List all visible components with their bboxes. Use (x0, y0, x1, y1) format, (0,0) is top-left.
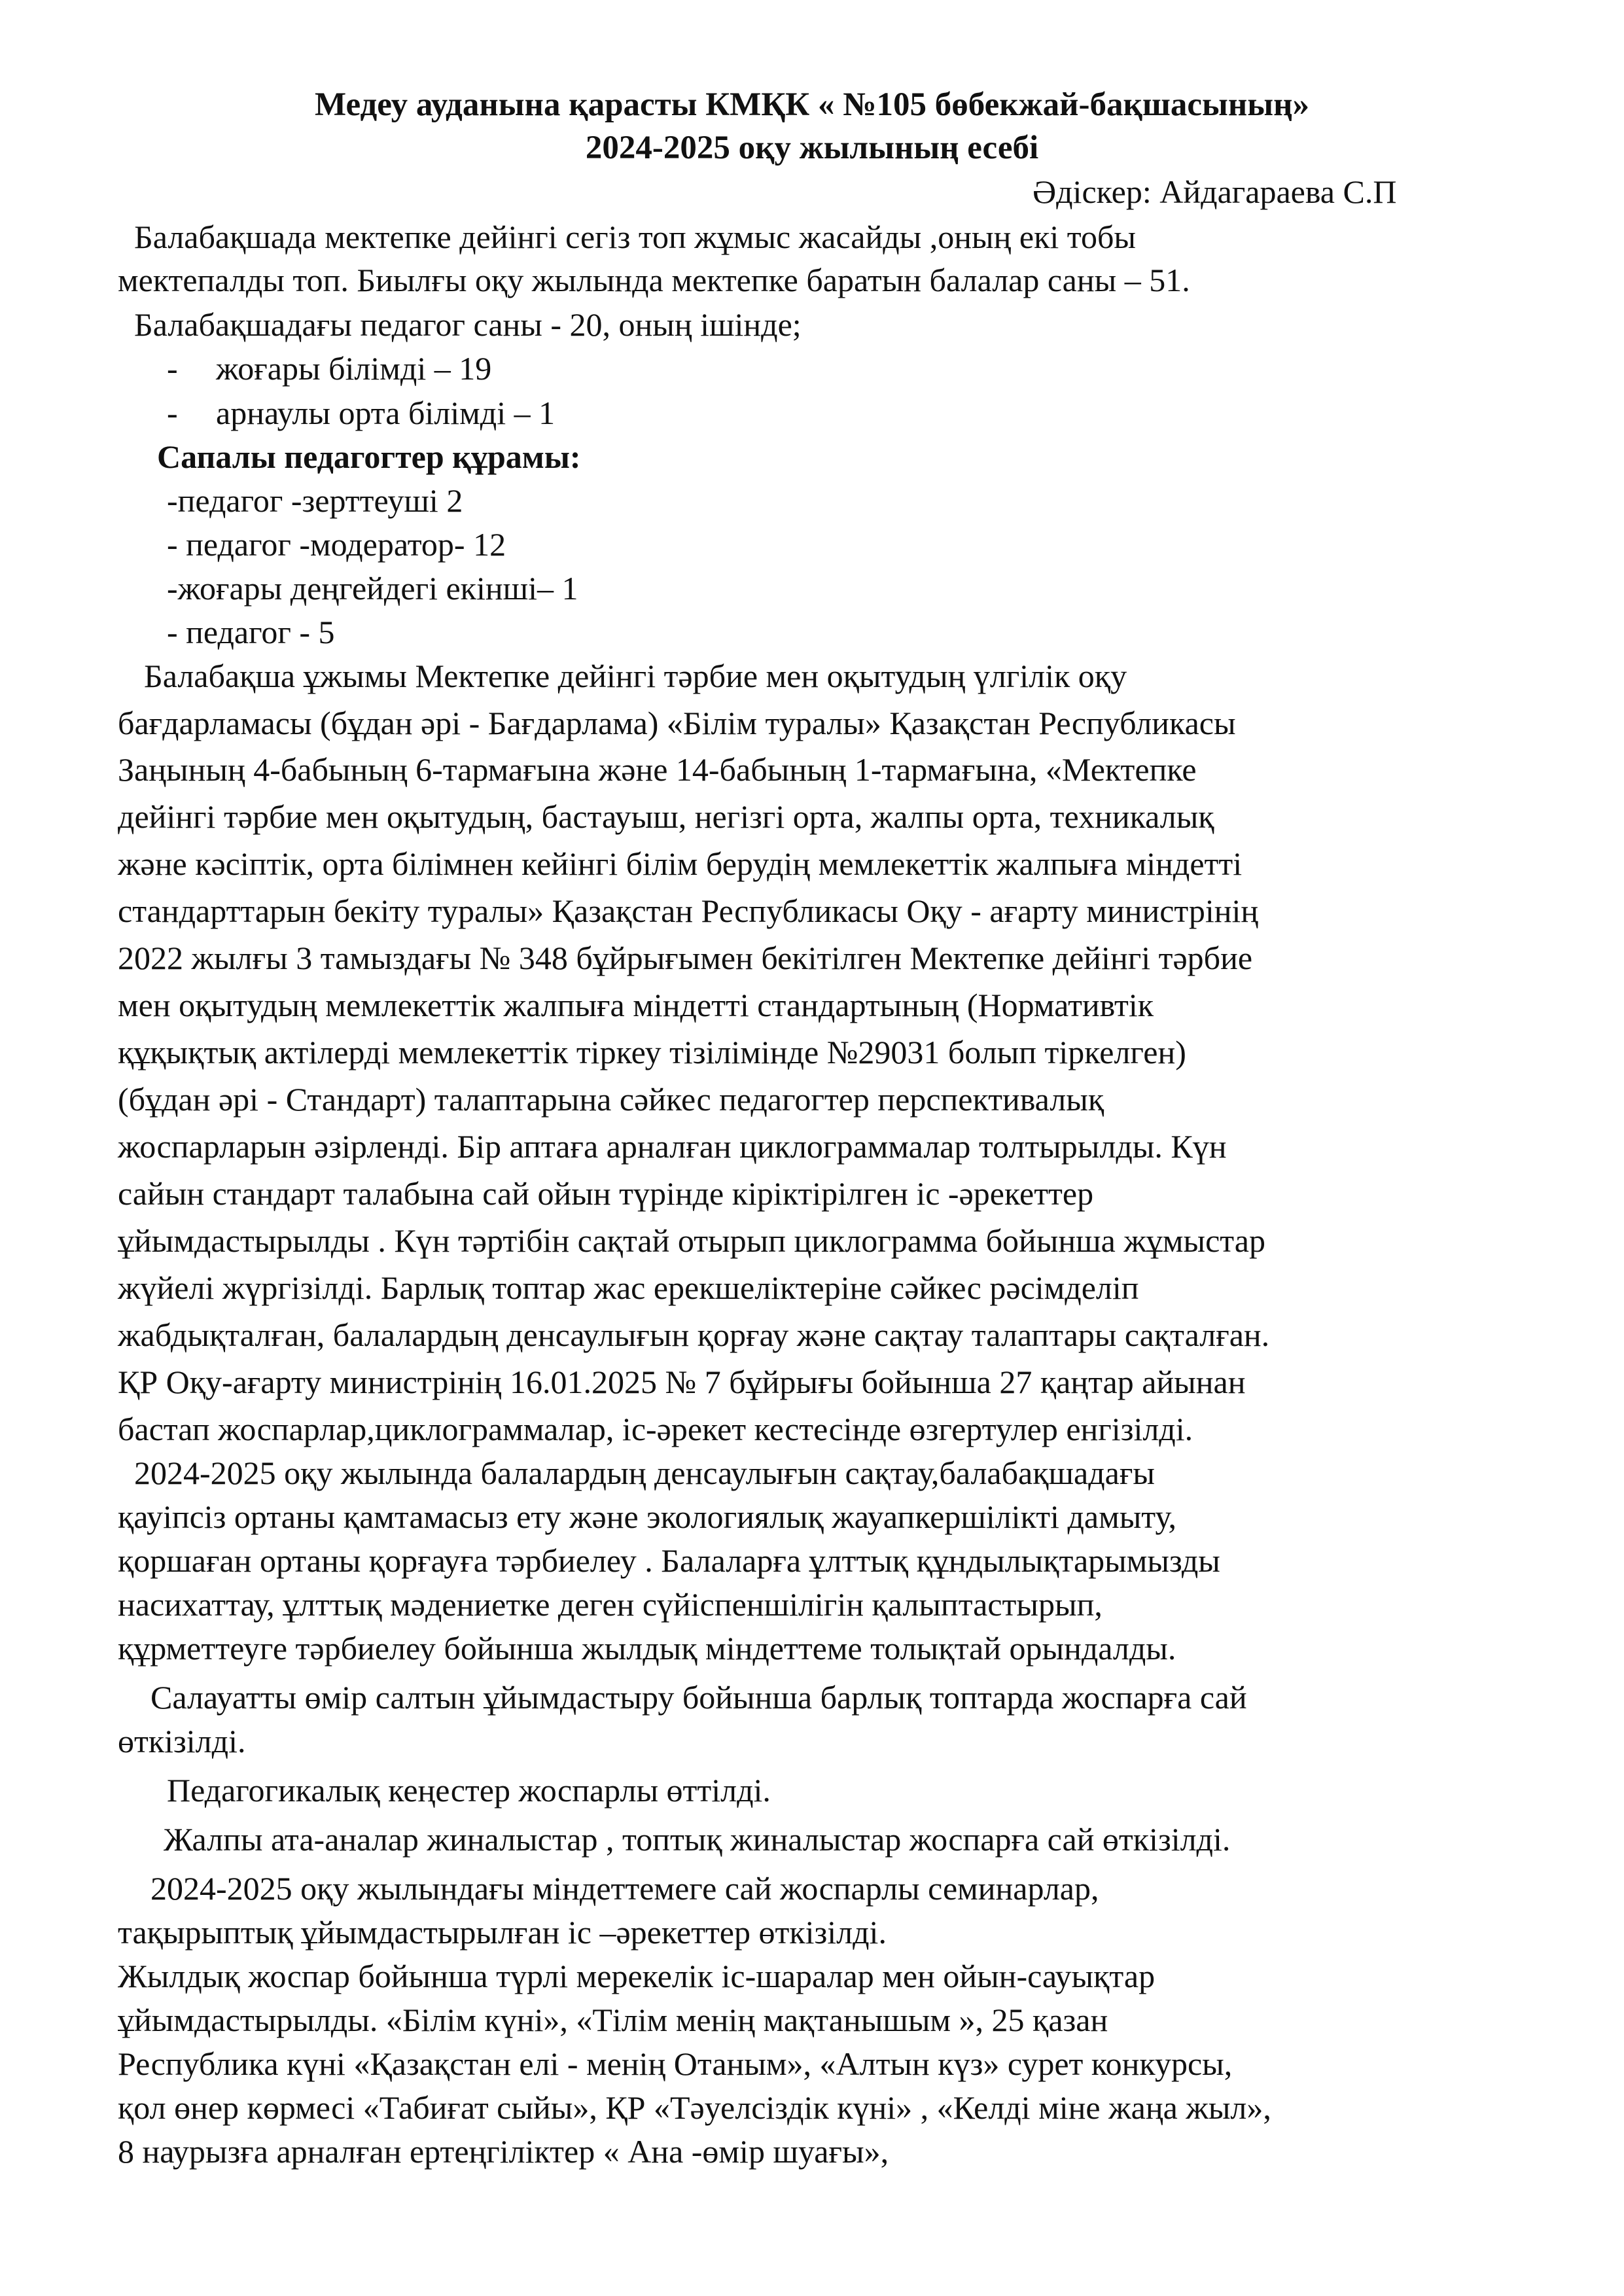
methodist-line: Әдіскер: Айдагараева С.П (1033, 173, 1397, 210)
tail-line: Педагогикалық кеңестер жоспарлы өттілді. (167, 1772, 771, 1809)
tail-line: қол өнер көрмесі «Табиғат сыйы», ҚР «Тәуелсіздік күні» , «Келді міне жаңа жыл», (118, 2089, 1271, 2126)
qualified-item: -педагог -зерттеуші 2 (167, 482, 463, 519)
body-line: сайын стандарт талабына сай ойын түрінде кіріктірілген іс -әрекеттер (118, 1175, 1094, 1212)
tail-line: құрметтеуге тәрбиелеу бойынша жылдық міндеттеме толықтай орындалды. (118, 1630, 1176, 1667)
list-dash: - (167, 395, 178, 431)
body-line: жүйелі жүргізілді. Барлық топтар жас ерекшеліктеріне сәйкес рәсімделіп (118, 1269, 1139, 1306)
body-line: дейінгі тәрбие мен оқытудың, бастауыш, негізгі орта, жалпы орта, техникалық (118, 798, 1214, 835)
tail-line: қоршаған ортаны қорғауға тәрбиелеу . Балаларға ұлттық құндылықтарымызды (118, 1542, 1220, 1579)
body-line: құқықтық актілерді мемлекеттік тіркеу тізілімінде №29031 болып тіркелген) (118, 1034, 1186, 1070)
intro-line: Балабақшада мектепке дейінгі сегіз топ жұмыс жасайды ,оның екі тобы (134, 219, 1136, 255)
body-line: бастап жоспарлар,циклограммалар, іс-әрекет кестесінде өзгертулер енгізілді. (118, 1411, 1193, 1447)
body-line: және кәсіптік, орта білімнен кейінгі білім берудің мемлекеттік жалпыға міндетті (118, 845, 1243, 882)
intro-line: Балабақшадағы педагог саны - 20, оның ішінде; (134, 306, 802, 343)
tail-line: 8 наурызға арналған ертеңгіліктер « Ана -өмір шуағы», (118, 2133, 889, 2170)
tail-line: 2024-2025 оқу жылындағы міндеттемеге сай жоспарлы семинарлар, (150, 1870, 1099, 1907)
body-line: Балабақша ұжымы Мектепке дейінгі тәрбие мен оқытудың үлгілік оқу (144, 658, 1127, 694)
tail-line: 2024-2025 оқу жылында балалардың денсаулығын сақтау,балабақшадағы (134, 1455, 1155, 1491)
document-title-line-2: 2024-2025 оқу жылының есебі (585, 130, 1039, 166)
body-line: бағдарламасы (бұдан әрі - Бағдарлама) «Білім туралы» Қазақстан Республикасы (118, 705, 1236, 741)
body-line: (бұдан әрі - Стандарт) талаптарына сәйкес педагогтер перспективалық (118, 1081, 1104, 1118)
tail-line: ұйымдастырылды. «Білім күні», «Тілім менің мақтанышым », 25 қазан (118, 2002, 1108, 2038)
tail-line: өткізілді. (118, 1723, 246, 1759)
tail-line: қауіпсіз ортаны қамтамасыз ету және экологиялық жауапкершілікті дамыту, (118, 1498, 1176, 1535)
tail-line: насихаттау, ұлттық мәдениетке деген сүйіспеншілігін қалыптастырып, (118, 1586, 1103, 1623)
list-dash: - (167, 350, 178, 387)
body-line: Заңының 4-бабының 6-тармағына және 14-бабының 1-тармағына, «Мектепке (118, 751, 1197, 788)
qualified-item: - педагог -модератор- 12 (167, 526, 506, 563)
tail-line: Жылдық жоспар бойынша түрлі мерекелік іс-шаралар мен ойын-сауықтар (118, 1958, 1156, 1994)
body-line: стандарттарын бекіту туралы» Қазақстан Республикасы Оқу - ағарту министрінің (118, 892, 1259, 929)
qualified-heading: Сапалы педагогтер құрамы: (157, 438, 581, 475)
body-line: ҚР Оқу-ағарту министрінің 16.01.2025 № 7 бұйрығы бойынша 27 қаңтар айынан (118, 1364, 1246, 1400)
tail-line: Жалпы ата-аналар жиналыстар , топтық жиналыстар жоспарға сай өткізілді. (164, 1821, 1231, 1858)
education-item: арнаулы орта білімді – 1 (216, 395, 556, 431)
body-line: мен оқытудың мемлекеттік жалпыға міндетті стандартының (Нормативтік (118, 987, 1154, 1023)
tail-line: Салауатты өмір салтын ұйымдастыру бойынша барлық топтарда жоспарға сай (150, 1679, 1247, 1716)
body-line: 2022 жылғы 3 тамыздағы № 348 бұйрығымен бекітілген Мектепке дейінгі тәрбие (118, 940, 1253, 976)
document-title-line-1: Медеу ауданына қарасты КМҚК « №105 бөбекжай-бақшасының» (315, 86, 1309, 123)
body-line: жоспарларын әзірленді. Бір аптаға арналған циклограммалар толтырылды. Күн (118, 1128, 1227, 1165)
body-line: ұйымдастырылды . Күн тәртібін сақтай отырып циклограмма бойынша жұмыстар (118, 1222, 1265, 1259)
education-item: жоғары білімді – 19 (216, 350, 492, 387)
tail-line: Республика күні «Қазақстан елі - менің Отаным», «Алтын күз» сурет конкурсы, (118, 2045, 1233, 2082)
qualified-item: - педагог - 5 (167, 614, 335, 650)
qualified-item: -жоғары деңгейдегі екінші– 1 (167, 570, 578, 607)
tail-line: тақырыптық ұйымдастырылған іс –әрекеттер өткізілді. (118, 1914, 887, 1951)
intro-line: мектепалды топ. Биылғы оқу жылында мектепке баратын балалар саны – 51. (118, 262, 1190, 298)
body-line: жабдықталған, балалардың денсаулығын қорғау және сақтау талаптары сақталған. (118, 1316, 1270, 1353)
